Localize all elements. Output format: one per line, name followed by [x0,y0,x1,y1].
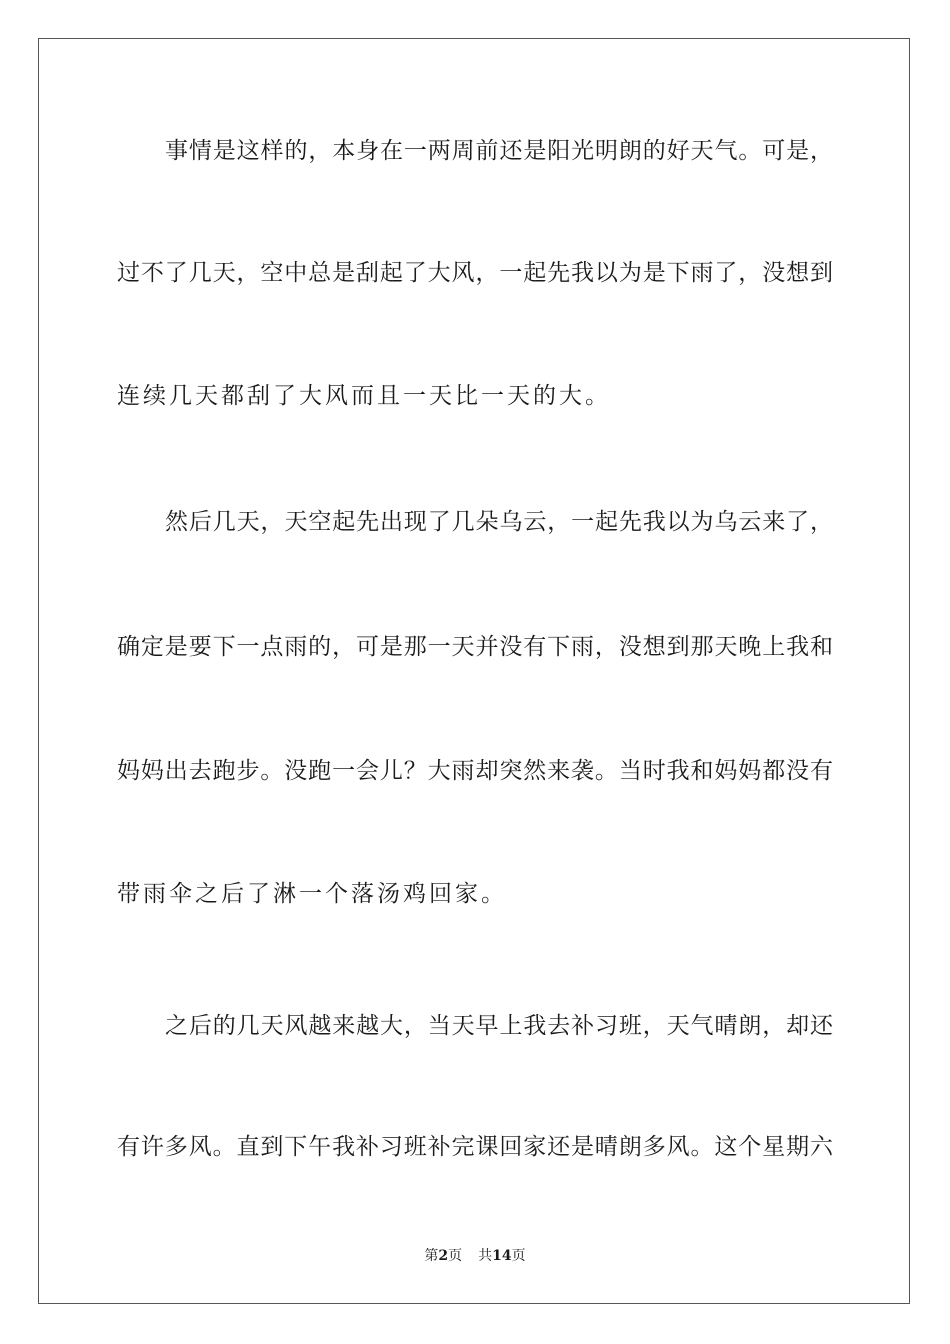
page-total-number: 14 [492,1248,512,1264]
paragraph-2-line-1: 然后几天，天空起先出现了几朵乌云，一起先我以为乌云来了， [165,509,833,535]
paragraph-1-line-2: 过不了几天，空中总是刮起了大风，一起先我以为是下雨了，没想到 [117,260,833,286]
page-border [38,38,910,1304]
total-prefix: 共 [478,1248,493,1264]
page-current-number: 2 [438,1248,449,1264]
paragraph-3-line-1: 之后的几天风越来越大，当天早上我去补习班，天气晴朗，却还 [165,1013,833,1039]
page-suffix: 页 [448,1248,463,1264]
paragraph-2-line-4: 带雨伞之后了淋一个落汤鸡回家。 [117,881,507,907]
paragraph-1-line-3: 连续几天都刮了大风而且一天比一天的大。 [117,383,611,409]
total-suffix: 页 [511,1248,526,1264]
paragraph-1-line-1: 事情是这样的，本身在一两周前还是阳光明朗的好天气。可是， [165,138,833,164]
paragraph-2-line-2: 确定是要下一点雨的，可是那一天并没有下雨，没想到那天晚上我和 [117,634,833,660]
paragraph-2-line-3: 妈妈出去跑步。没跑一会儿？大雨却突然来袭。当时我和妈妈都没有 [117,758,833,784]
page-prefix: 第 [424,1248,439,1264]
paragraph-3-line-2: 有许多风。直到下午我补习班补完课回家还是晴朗多风。这个星期六 [117,1134,833,1160]
page-footer [0,1247,950,1265]
